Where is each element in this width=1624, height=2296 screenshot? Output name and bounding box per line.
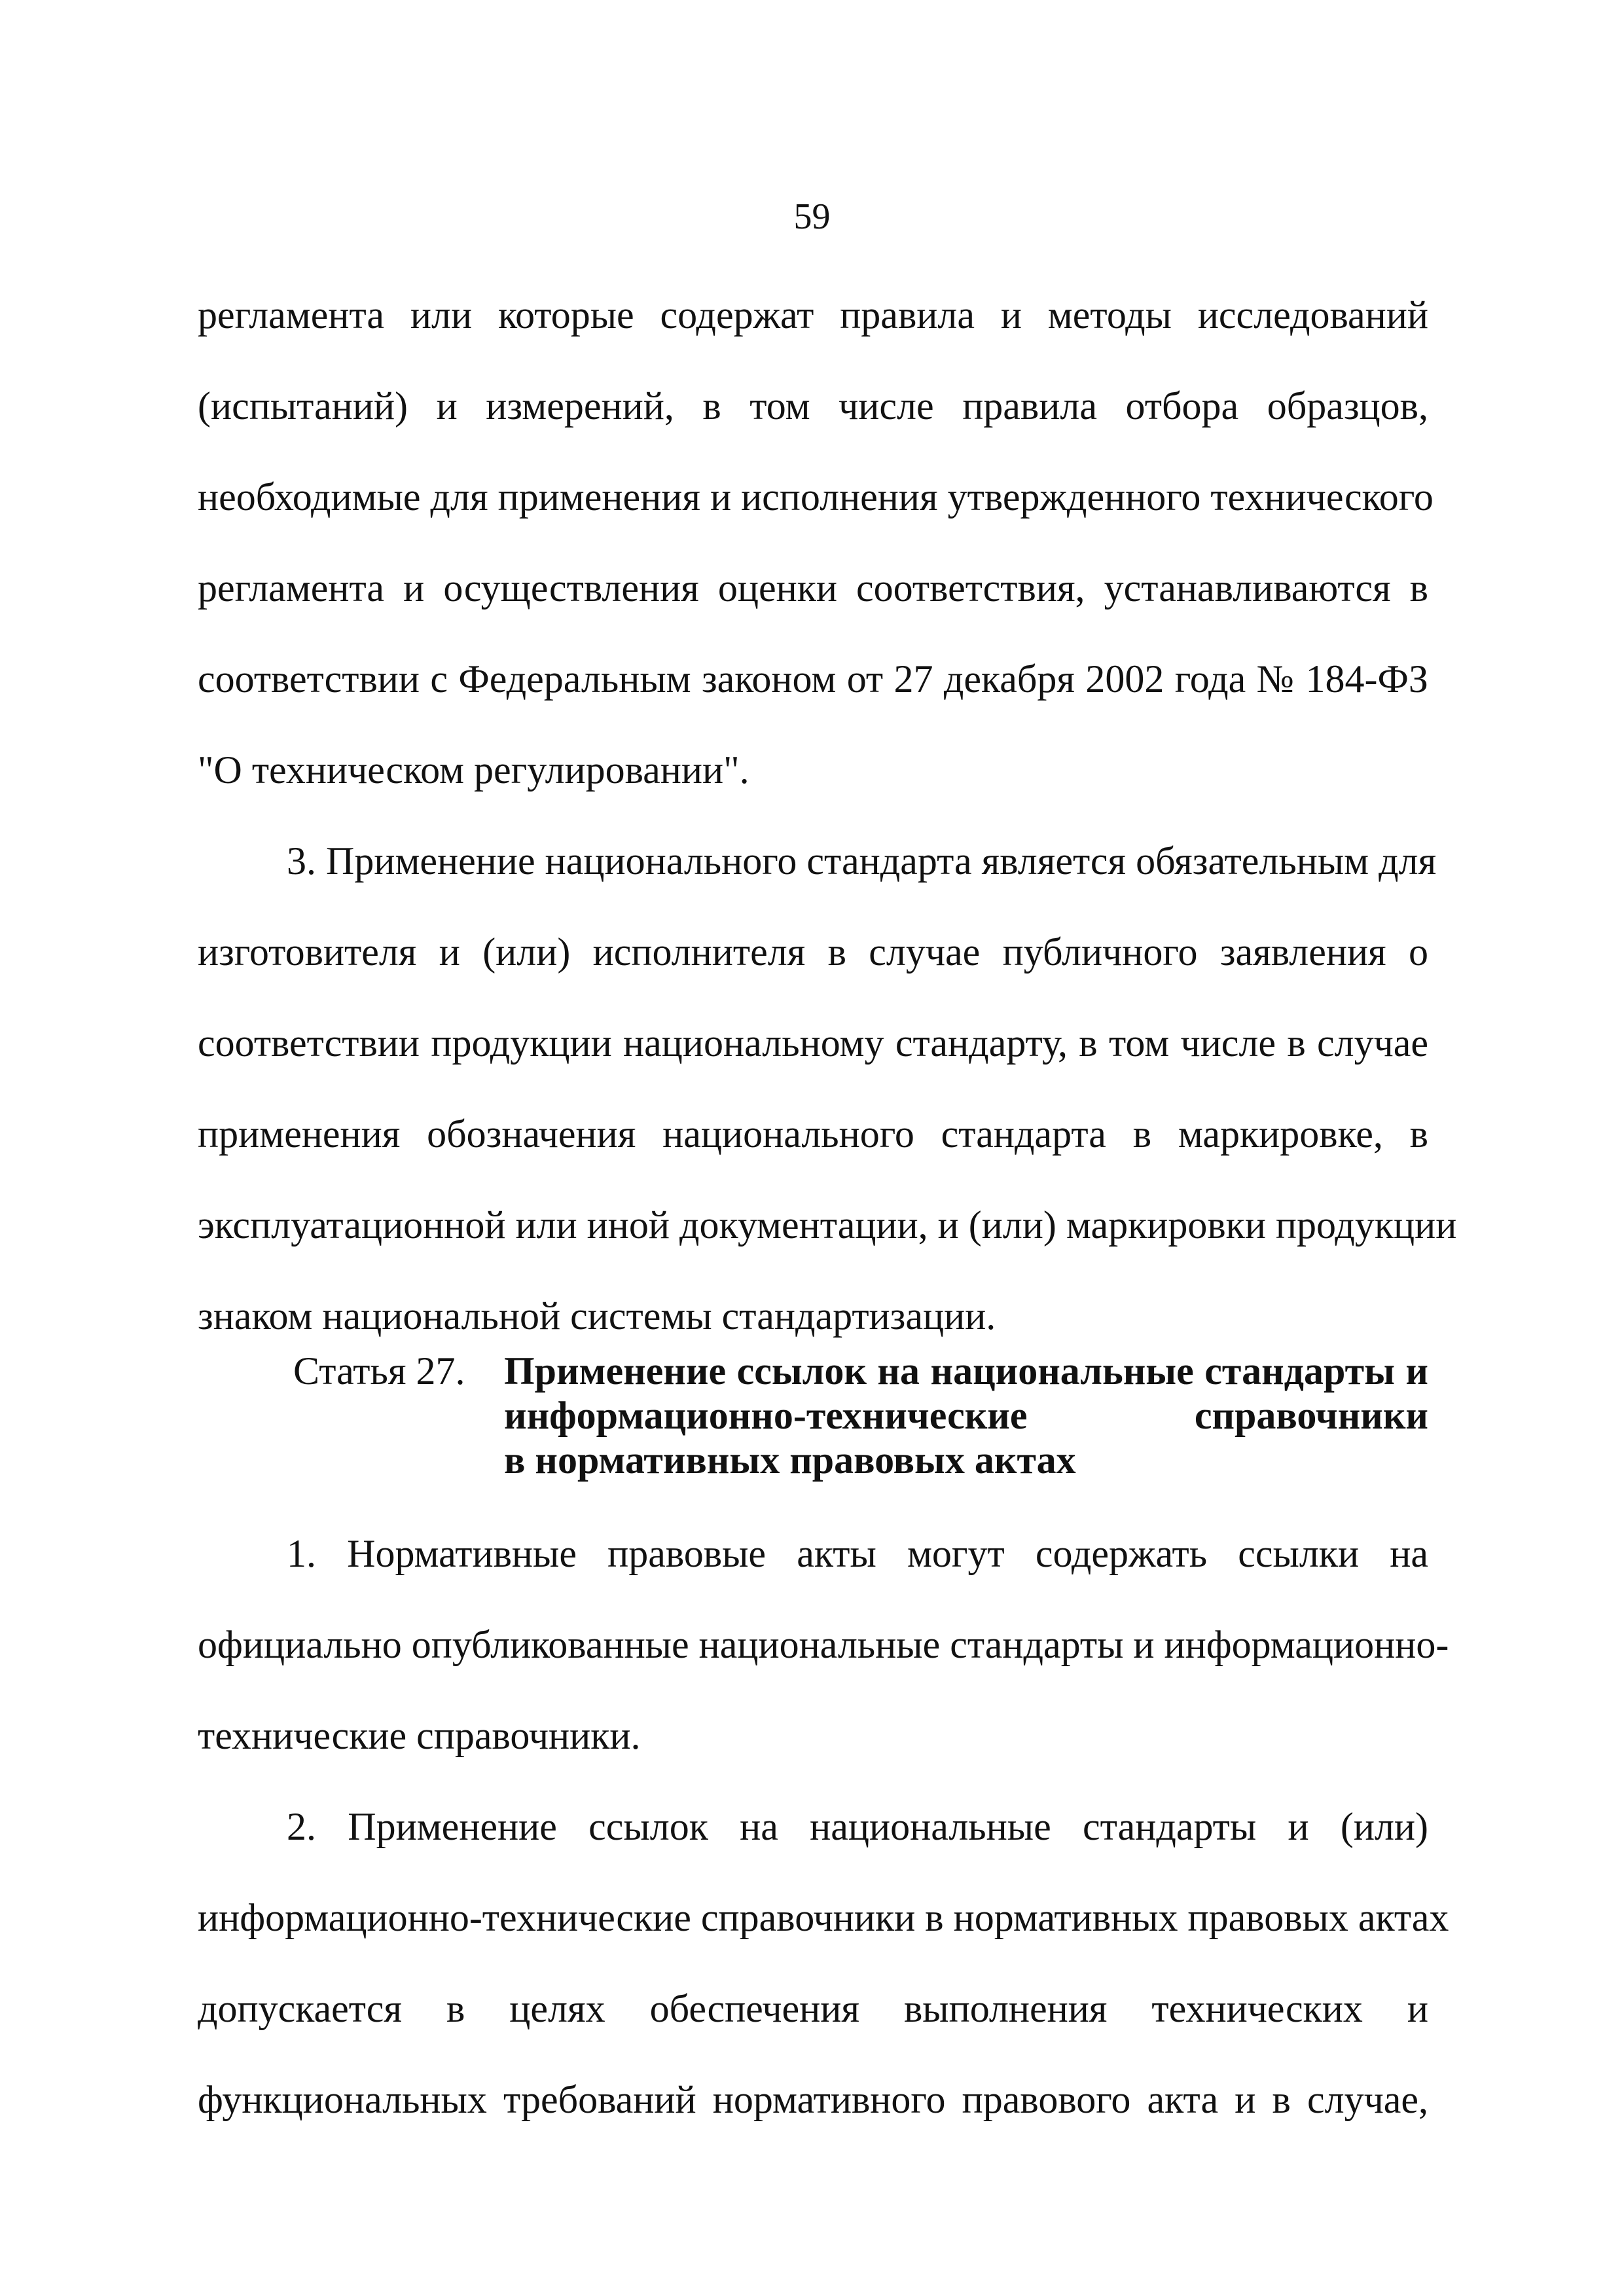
text-line: 3. Применение национального стандарта является обязательным для [287, 839, 1437, 883]
text-line: соответствии с Федеральным законом от 27 декабря 2002 года № 184-ФЗ [198, 657, 1428, 701]
text-line: допускается в целях обеспечения выполнения технических и [198, 1987, 1428, 2030]
text-line: информационно-технические справочники в нормативных правовых актах [198, 1896, 1449, 1939]
text-line: эксплуатационной или иной документации, и (или) маркировки продукции [198, 1203, 1457, 1247]
text-line: 2. Применение ссылок на национальные стандарты и (или) [287, 1805, 1428, 1848]
text-line: изготовителя и (или) исполнителя в случае публичного заявления о [198, 930, 1428, 974]
text-line: технические справочники. [198, 1714, 641, 1757]
text-line: официально опубликованные национальные стандарты и информационно- [198, 1623, 1449, 1666]
text-line: соответствии продукции национальному стандарту, в том числе в случае [198, 1021, 1428, 1065]
text-line: необходимые для применения и исполнения утвержденного технического [198, 475, 1434, 519]
text-line: функциональных требований нормативного правового акта и в случае, [198, 2078, 1428, 2121]
text-line: (испытаний) и измерений, в том числе правила отбора образцов, [198, 384, 1428, 428]
text-line: 1. Нормативные правовые акты могут содержать ссылки на [287, 1532, 1428, 1575]
article-title-line: Применение ссылок на национальные стандарты и [504, 1349, 1428, 1393]
text-line: применения обозначения национального стандарта в маркировке, в [198, 1112, 1428, 1156]
text-line: знаком национальной системы стандартизации. [198, 1294, 996, 1338]
page-number: 59 [793, 196, 831, 237]
article-title-line: информационно-технические справочники [504, 1394, 1428, 1437]
article-title-line: в нормативных правовых актах [504, 1438, 1076, 1482]
article-label: Статья 27. [293, 1349, 465, 1393]
text-line: регламента или которые содержат правила и методы исследований [198, 293, 1428, 337]
text-line: "О техническом регулировании". [198, 748, 749, 792]
text-line: регламента и осуществления оценки соответствия, устанавливаются в [198, 566, 1428, 610]
